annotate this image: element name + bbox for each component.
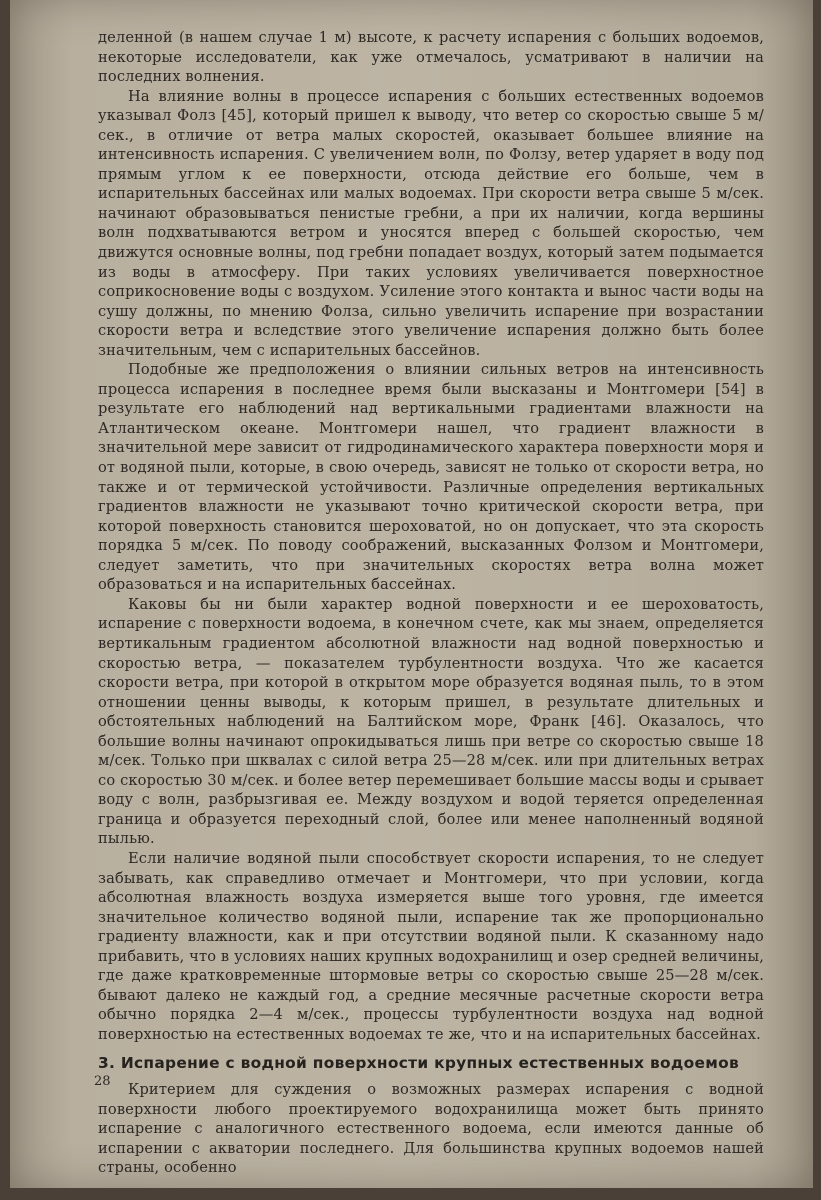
- paragraph-folz: На влияние волны в процессе испарения с больших естественных водоемов указывал Фолз [45], который пришел к выводу, что ветер со скоростью свыше 5 м/сек., в отличие от ветра малых скоростей, оказывает большее влияние на интенсивность испарения. С увеличением волн, по Фолзу, ветер ударяет в воду под прямым углом к ее поверхности, отсюда действие его больше, чем в испарительных бассейнах или малых водоемах. При скорости ветра свыше 5 м/сек. начинают образовываться пенистые гребни, а при их наличии, когда вершины волн подхватываются ветром и уносятся вперед с большей скоростью, чем движутся основные волны, под гребни попадает воздух, который затем подымается из воды в атмосферу. При таких условиях увеличивается поверхностное соприкосновение воды с воздухом. Усиление этого контакта и вынос части воды на сушу должны, по мнению Фолза, сильно увеличить испарение при возрастании скорости ветра и вследствие этого увеличение испарения должно быть более значительным, чем с испарительных бассейнов.: [98, 87, 764, 359]
- page-number: 28: [94, 1074, 111, 1089]
- paragraph-frank: Каковы бы ни были характер водной поверхности и ее шероховатость, испарение с поверхности водоема, в конечном счете, как мы знаем, определяется вертикальным градиентом абсолютной влажности над водной поверхностью и скоростью ветра, — показателем турбулентности воздуха. Что же касается скорости ветра, при которой в открытом море образуется водяная пыль, то в этом отношении ценны выводы, к которым пришел, в результате длительных и обстоятельных наблюдений на Балтийском море, Франк [46]. Оказалось, что большие волны начинают опрокидываться лишь при ветре со скоростью свыше 18 м/сек. Только при шквалах с силой ветра 25—28 м/сек. или при длительных ветрах со скоростью 30 м/сек. и более ветер перемешивает большие массы воды и срывает воду с волн, разбрызгивая ее. Между воздухом и водой теряется определенная граница и образуется переходный слой, более или менее наполненный водяной пылью.: [98, 595, 764, 848]
- paragraph-montgomery: Подобные же предположения о влиянии сильных ветров на интенсивность процесса испарения в последнее время были высказаны и Монтгомери [54] в результате его наблюдений над вертикальными градиентами влажности на Атлантическом океане. Монтгомери нашел, что градиент влажности в значительной мере зависит от гидродинамического характера поверхности моря и от водяной пыли, которые, в свою очередь, зависят не только от скорости ветра, но также и от термической устойчивости. Различные определения вертикальных градиентов влажности не указывают точно критической скорости ветра, при которой поверхность становится шероховатой, но он допускает, что эта скорость порядка 5 м/сек. По поводу соображений, высказанных Фолзом и Монтгомери, следует заметить, что при значительных скоростях ветра волна может образоваться и на испарительных бассейнах.: [98, 361, 764, 594]
- section-heading: 3. Испарение с водной поверхности крупных естественных водоемов: [98, 1054, 740, 1073]
- paragraph-continuation: деленной (в нашем случае 1 м) высоте, к расчету испарения с больших водоемов, некоторые исследователи, как уже отмечалось, усматривают в наличии на последних волнения.: [98, 29, 764, 86]
- book-page: [10, 0, 813, 1188]
- paragraph-water-dust: Если наличие водяной пыли способствует скорости испарения, то не следует забывать, как справедливо отмечает и Монтгомери, что при условии, когда абсолютная влажность воздуха измеряется выше того уровня, где имеется значительное количество водяной пыли, испарение так же пропорционально градиенту влажности, как и при отсутствии водяной пыли. К сказанному надо прибавить, что в условиях наших крупных водохранилищ и озер средней величины, где даже кратковременные штормовые ветры со скоростью свыше 25—28 м/сек. бывают далеко не каждый год, а средние месячные расчетные скорости ветра обычно порядка 2—4 м/сек., процессы турбулентности воздуха над водной поверхностью на естественных водоемах те же, что и на испарительных бассейнах.: [98, 849, 764, 1043]
- text-block: [98, 28, 764, 1178]
- paragraph-criterion: Критерием для суждения о возможных размерах испарения с водной поверхности любого проектируемого водохранилища может быть принято испарение с аналогичного естественного водоема, если имеются данные об испарении с акватории последнего. Для большинства крупных водоемов нашей страны, особенно: [98, 1080, 764, 1177]
